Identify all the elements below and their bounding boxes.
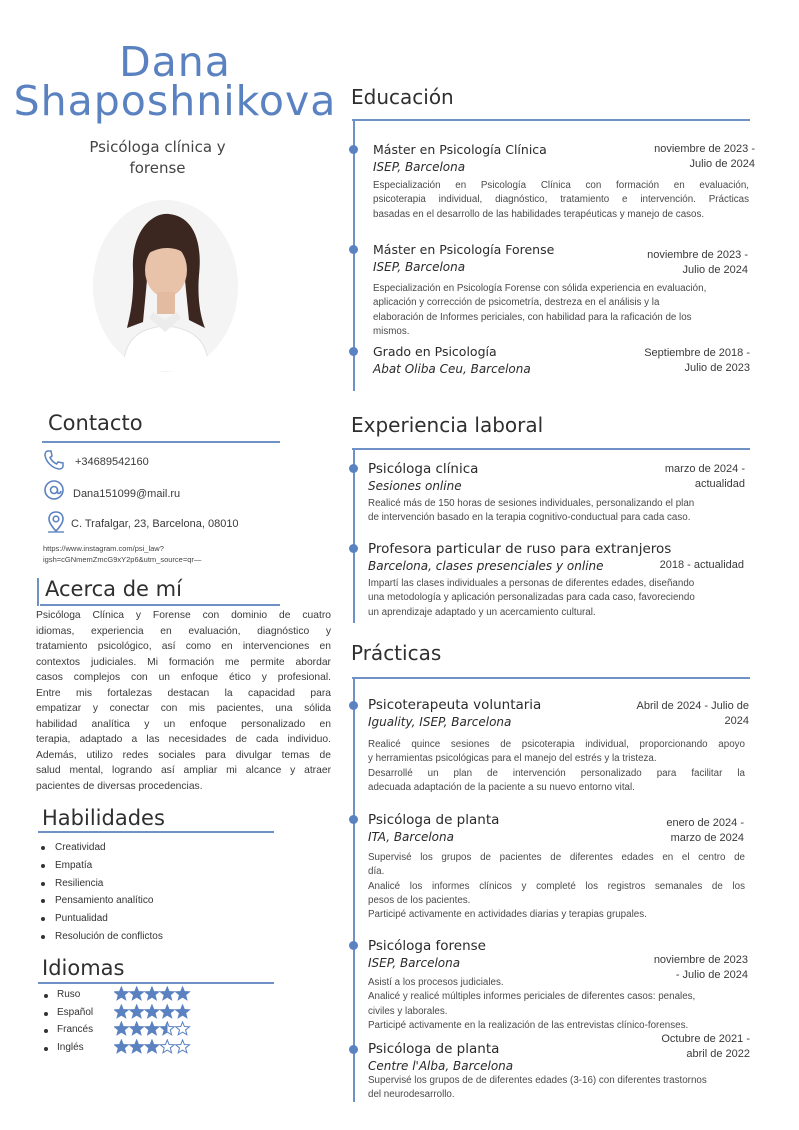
description-line: Impartí las clases individuales a personas de diferentes edades, diseñando [368,578,695,589]
skill-item: Creatividad [41,842,271,860]
description-line: elaboración de Informes periciales, con habilidad para la raficación de los [373,311,692,323]
entry-title: Grado en Psicología [373,344,497,359]
timeline-dot [349,347,358,356]
timeline-dot [349,544,358,553]
entry-title: Psicóloga de planta [368,1041,500,1057]
entry-date-start: Abril de 2024 - Julio de [636,700,749,712]
entry-date-end: 2024 [724,715,749,727]
about-line: Psicóloga Clínica y Forense con dominio de cuatro [36,610,331,621]
bullet-dot [44,1012,48,1016]
entry-date-start: Octubre de 2021 - [661,1033,750,1045]
description-line: Desarrollé un plan de intervención personalizado para facilitar la [368,767,745,779]
entry-date-end: Julio de 2024 [682,264,748,276]
entry-dates [575,462,745,492]
about-rule [40,604,280,606]
entry-title: Psicóloga de planta [368,812,500,828]
practice-rule [352,677,750,679]
entry-description [368,577,748,620]
star-full-icon [114,987,128,1000]
bullet-dot [44,994,48,998]
entry-dates [580,1032,750,1062]
language-name: Ruso [57,989,81,1000]
rating-stars [114,1004,192,1020]
description-line: Participé activamente en la realización de las entrevistas clínico-forenses. [368,1019,689,1031]
job-title [60,137,255,179]
contact-email[interactable]: Dana151099@mail.ru [73,488,181,500]
skills-list [41,842,271,949]
star-full-icon [130,987,144,1000]
description-line: aplicación y corrección de psicometría, destreza en el análisis y la [373,297,660,309]
entry-date-start: noviembre de 2023 - [647,249,748,261]
entry-date-end: marzo de 2024 [670,832,744,844]
contact-instagram-link[interactable] [43,543,201,565]
entry-date-start: enero de 2024 - [666,817,744,829]
skills-heading: Habilidades [42,806,165,830]
star-full-icon [145,987,159,1000]
rating-stars [114,1021,192,1037]
name-first: Dana [119,38,231,86]
description-line: Analicé y realicé múltiples informes periciales de diferentes casos: penales, [368,991,696,1003]
star-full-icon [160,987,174,1000]
about-line: pacientes de diversas procedencias. [36,780,203,792]
about-line: contextos judiciales. Mi formación me permite abordar [36,656,331,668]
about-line: habilidad analítica y un enfoque personalizado en [36,718,331,730]
languages-heading: Idiomas [42,956,125,980]
rating-stars [114,986,192,1002]
entry-title: Psicóloga forense [368,938,486,954]
skills-rule [38,831,274,833]
skill-item: Empatía [41,860,271,878]
description-line: del neurodesarrollo. [368,1089,455,1101]
entry-description [373,179,749,222]
phone-icon [43,449,65,476]
entry-date-end: Julio de 2024 [689,158,755,170]
education-heading: Educación [351,85,454,109]
entry-dates [574,558,744,573]
about-line: Entre mis fortalezas destacan la capacidad para [36,687,331,699]
experience-rule [352,448,750,450]
portrait-illustration [93,200,238,372]
timeline-dot [349,941,358,950]
star-full-icon [145,1005,159,1018]
about-text [36,608,331,794]
entry-date-start: noviembre de 2023 - [654,143,755,155]
star-full-icon [145,1040,159,1053]
star-empty-icon [176,1022,190,1035]
skill-item: Pensamiento analítico [41,895,271,913]
education-rule [352,119,750,121]
entry-dates [574,816,744,846]
description-line: pesos de los pacientes. [368,894,471,906]
entry-date-start: marzo de 2024 - [664,463,745,475]
entry-description [368,738,745,795]
bullet-dot [44,1029,48,1033]
description-line: civiles y laborales. [368,1005,448,1017]
star-full-icon [114,1022,128,1035]
entry-place: ISEP, Barcelona [373,160,466,174]
email-icon [43,479,65,506]
description-line: Realicé quince sesiones de psicoterapia individual, proporcionando apoyo [368,739,745,750]
entry-title: Máster en Psicología Clínica [373,142,547,157]
profile-photo [93,200,238,372]
instagram-line1: https://www.instagram.com/psi_law? [43,544,164,553]
timeline-dot [349,1045,358,1054]
entry-date-end: Julio de 2023 [684,362,750,374]
about-line: tratamiento psicológico, así como en intervenciones en [36,641,331,652]
about-line: Además, utilizo redes sociales para divulgar temas de [36,749,331,761]
timeline-dot [349,245,358,254]
location-pin-icon [46,510,66,539]
entry-date-start: Septiembre de 2018 - [644,347,750,359]
entry-title: Psicóloga clínica [368,461,479,477]
entry-place: ISEP, Barcelona [368,956,461,970]
contact-address: C. Trafalgar, 23, Barcelona, 08010 [71,518,239,530]
entry-title: Profesora particular de ruso para extranjeros [368,541,672,557]
skill-item: Resiliencia [41,878,271,896]
entry-place: ISEP, Barcelona [373,260,466,274]
timeline-dot [349,701,358,710]
star-full-icon [176,1005,190,1018]
star-full-icon [130,1005,144,1018]
entry-description [368,976,748,1033]
entry-date-start: 2018 - actualidad [659,559,744,571]
language-name: Inglés [57,1041,84,1053]
entry-description [373,282,741,339]
entry-date-end: - Julio de 2024 [675,969,748,981]
contact-phone[interactable]: +34689542160 [75,456,149,468]
description-line: Asistí a los procesos judiciales. [368,977,504,988]
star-empty-icon [176,1040,190,1053]
description-line: Participé activamente en actividades diarias y terapias grupales. [368,909,647,921]
star-full-icon [114,1040,128,1053]
description-line: Especialización en Psicología Forense con sólida experiencia en evaluación, [373,283,707,294]
job-title-line2: forense [129,159,186,177]
entry-title: Psicoterapeuta voluntaria [368,697,542,713]
star-full-icon [130,1040,144,1053]
about-left-bar [37,578,39,606]
description-line: una metodología y aplicación personalizadas para cada caso, favoreciendo [368,592,695,604]
description-line: día. [368,866,385,878]
rating-stars [114,1039,192,1055]
timeline-dot [349,464,358,473]
name-last: Shaposhnikova [13,77,337,125]
about-line: terapia, adaptado a las necesidades de cada individuo. [36,734,331,745]
language-name: Español [57,1006,94,1018]
description-line: Especialización en Psicología Clínica con formación en evaluación, [373,180,749,191]
entry-dates [585,142,755,172]
description-line: Supervisé los grupos de pacientes de diferentes edades en el centro de [368,852,745,863]
entry-place: Barcelona, clases presenciales y online [368,559,604,573]
entry-description [368,497,748,526]
star-full-icon [160,1005,174,1018]
timeline-dot [349,145,358,154]
star-full-icon [114,1005,128,1018]
entry-place: Abat Oliba Ceu, Barcelona [373,362,531,376]
entry-place: Iguality, ISEP, Barcelona [368,715,512,729]
entry-dates [578,248,748,278]
about-line: salud mental, logrando así ampliar mi alcance y atraer [36,765,331,776]
description-line: Supervisé los grupos de de diferentes edades (3-16) con diferentes trastornos [368,1075,707,1086]
description-line: Analicé los informes clínicos y completé los registros semanales de los [368,880,745,892]
entry-description [368,851,745,922]
star-empty-icon [160,1040,174,1053]
entry-description [368,1074,748,1103]
instagram-line2: igsh=cGNmemZmcG9xY2p6&utm_source=qr— [43,555,202,564]
entry-date-end: actualidad [694,478,745,490]
language-name: Francés [57,1024,94,1036]
about-line: casos complejos con un enfoque ético y profesional. [36,672,331,683]
star-half-icon [160,1022,174,1035]
description-line: adecuada adaptación de la paciente a su nuevo entorno vital. [368,781,635,793]
about-heading: Acerca de mí [45,577,182,601]
languages-rule [38,982,274,984]
description-line: basadas en el desarrollo de las habilidades terapéuticas y manejo de casos. [373,208,705,220]
star-full-icon [176,987,190,1000]
entry-date-end: abril de 2022 [686,1048,750,1060]
description-line: Realicé más de 150 horas de sesiones individuales, personalizando el plan [368,498,695,509]
skill-item: Resolución de conflictos [41,931,271,949]
about-line: empatizar y conectar con mis pacientes, una sólida [36,703,331,714]
description-line: y herramientas psicológicas para el manejo del estrés y la tristeza. [368,753,657,765]
experience-heading: Experiencia laboral [351,413,544,437]
entry-dates [580,346,750,376]
star-full-icon [145,1022,159,1035]
entry-place: ITA, Barcelona [368,830,454,844]
entry-place: Sesiones online [368,479,462,493]
star-full-icon [130,1022,144,1035]
description-line: mismos. [373,325,410,337]
job-title-line1: Psicóloga clínica y [89,138,226,156]
description-line: psicoterapia individual, diagnóstico, tratamiento e intervención. Prácticas [373,194,749,206]
practice-timeline [353,677,355,1102]
entry-dates [579,699,749,729]
practice-heading: Prácticas [351,641,442,665]
skill-item: Puntualidad [41,913,271,931]
contact-heading: Contacto [48,411,143,435]
timeline-dot [349,815,358,824]
entry-title: Máster en Psicología Forense [373,242,555,257]
description-line: un aprendizaje adaptado y un acercamiento cultural. [368,606,596,618]
bullet-dot [44,1047,48,1051]
experience-timeline [353,448,355,623]
about-line: idiomas, experiencia en evaluación, diagnóstico y [36,625,331,637]
entry-date-start: noviembre de 2023 [653,954,748,966]
contact-rule [42,441,280,443]
entry-place: Centre l'Alba, Barcelona [368,1059,514,1073]
description-line: de intervención basado en la terapia cognitivo-conductual para cada caso. [368,512,691,524]
